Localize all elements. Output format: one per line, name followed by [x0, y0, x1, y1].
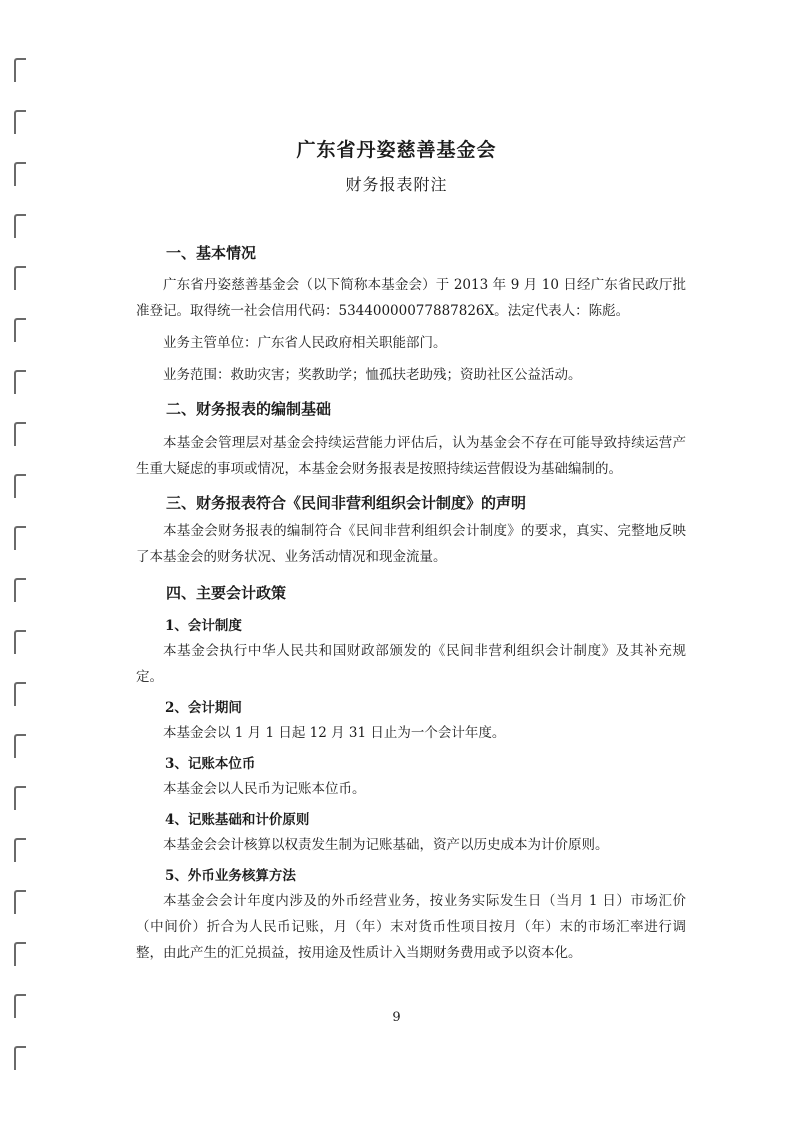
section-heading: 一、基本情况: [166, 244, 257, 262]
subsection-heading: 1、会计制度: [165, 618, 242, 634]
document-body: [136, 240, 686, 966]
subsection-heading: 2、会计期间: [165, 700, 242, 716]
paragraph: 本基金会以人民币为记账本位币。: [163, 781, 366, 797]
paragraph: 本基金会财务报表的编制符合《民间非营利组织会计制度》的要求，真实、完整地反映了本基金会的财务状况、业务活动情况和现金流量。: [136, 523, 686, 565]
paragraph: 广东省丹姿慈善基金会（以下简称本基金会）于 2013 年 9 月 10 日经广东省民政厅批准登记。取得统一社会信用代码：53440000077887826X。法定代表人：陈彪。: [136, 277, 686, 319]
subsection-heading: 5、外币业务核算方法: [165, 868, 296, 884]
paragraph: 业务范围：救助灾害；奖教助学；恤孤扶老助残；资助社区公益活动。: [163, 367, 582, 383]
section-basic-info: [136, 240, 686, 388]
subsection-heading: 4、记账基础和计价原则: [165, 812, 310, 828]
subsection-heading: 3、记账本位币: [165, 756, 256, 772]
paragraph: 本基金会以 1 月 1 日起 12 月 31 日止为一个会计年度。: [163, 725, 506, 741]
paragraph: 本基金会管理层对基金会持续运营能力评估后，认为基金会不存在可能导致持续运营产生重大疑虑的事项或情况，本基金会财务报表是按照持续运营假设为基础编制的。: [136, 435, 686, 477]
section-preparation-basis: [136, 396, 686, 482]
document-title: 广东省丹姿慈善基金会: [296, 139, 497, 161]
section-compliance-statement: [136, 490, 686, 570]
section-accounting-policies: [136, 580, 686, 966]
section-heading: 三、财务报表符合《民间非营利组织会计制度》的声明: [166, 494, 527, 512]
paragraph: 业务主管单位：广东省人民政府相关职能部门。: [163, 335, 447, 351]
document-subtitle: 财务报表附注: [345, 175, 448, 194]
paragraph: 本基金会会计年度内涉及的外币经营业务，按业务实际发生日（当月 1 日）市场汇价（中间价）折合为人民币记账，月（年）末对货币性项目按月（年）末的市场汇率进行调整，由此产生的汇兑损益，按用途及性质计入当期财务费用或予以资本化。: [136, 893, 686, 961]
section-heading: 四、主要会计政策: [166, 584, 287, 602]
paragraph: 本基金会执行中华人民共和国财政部颁发的《民间非营利组织会计制度》及其补充规定。: [136, 643, 686, 685]
section-heading: 二、财务报表的编制基础: [166, 400, 332, 418]
paragraph: 本基金会会计核算以权责发生制为记账基础，资产以历史成本为计价原则。: [163, 837, 609, 853]
page-number: 9: [392, 1010, 401, 1025]
